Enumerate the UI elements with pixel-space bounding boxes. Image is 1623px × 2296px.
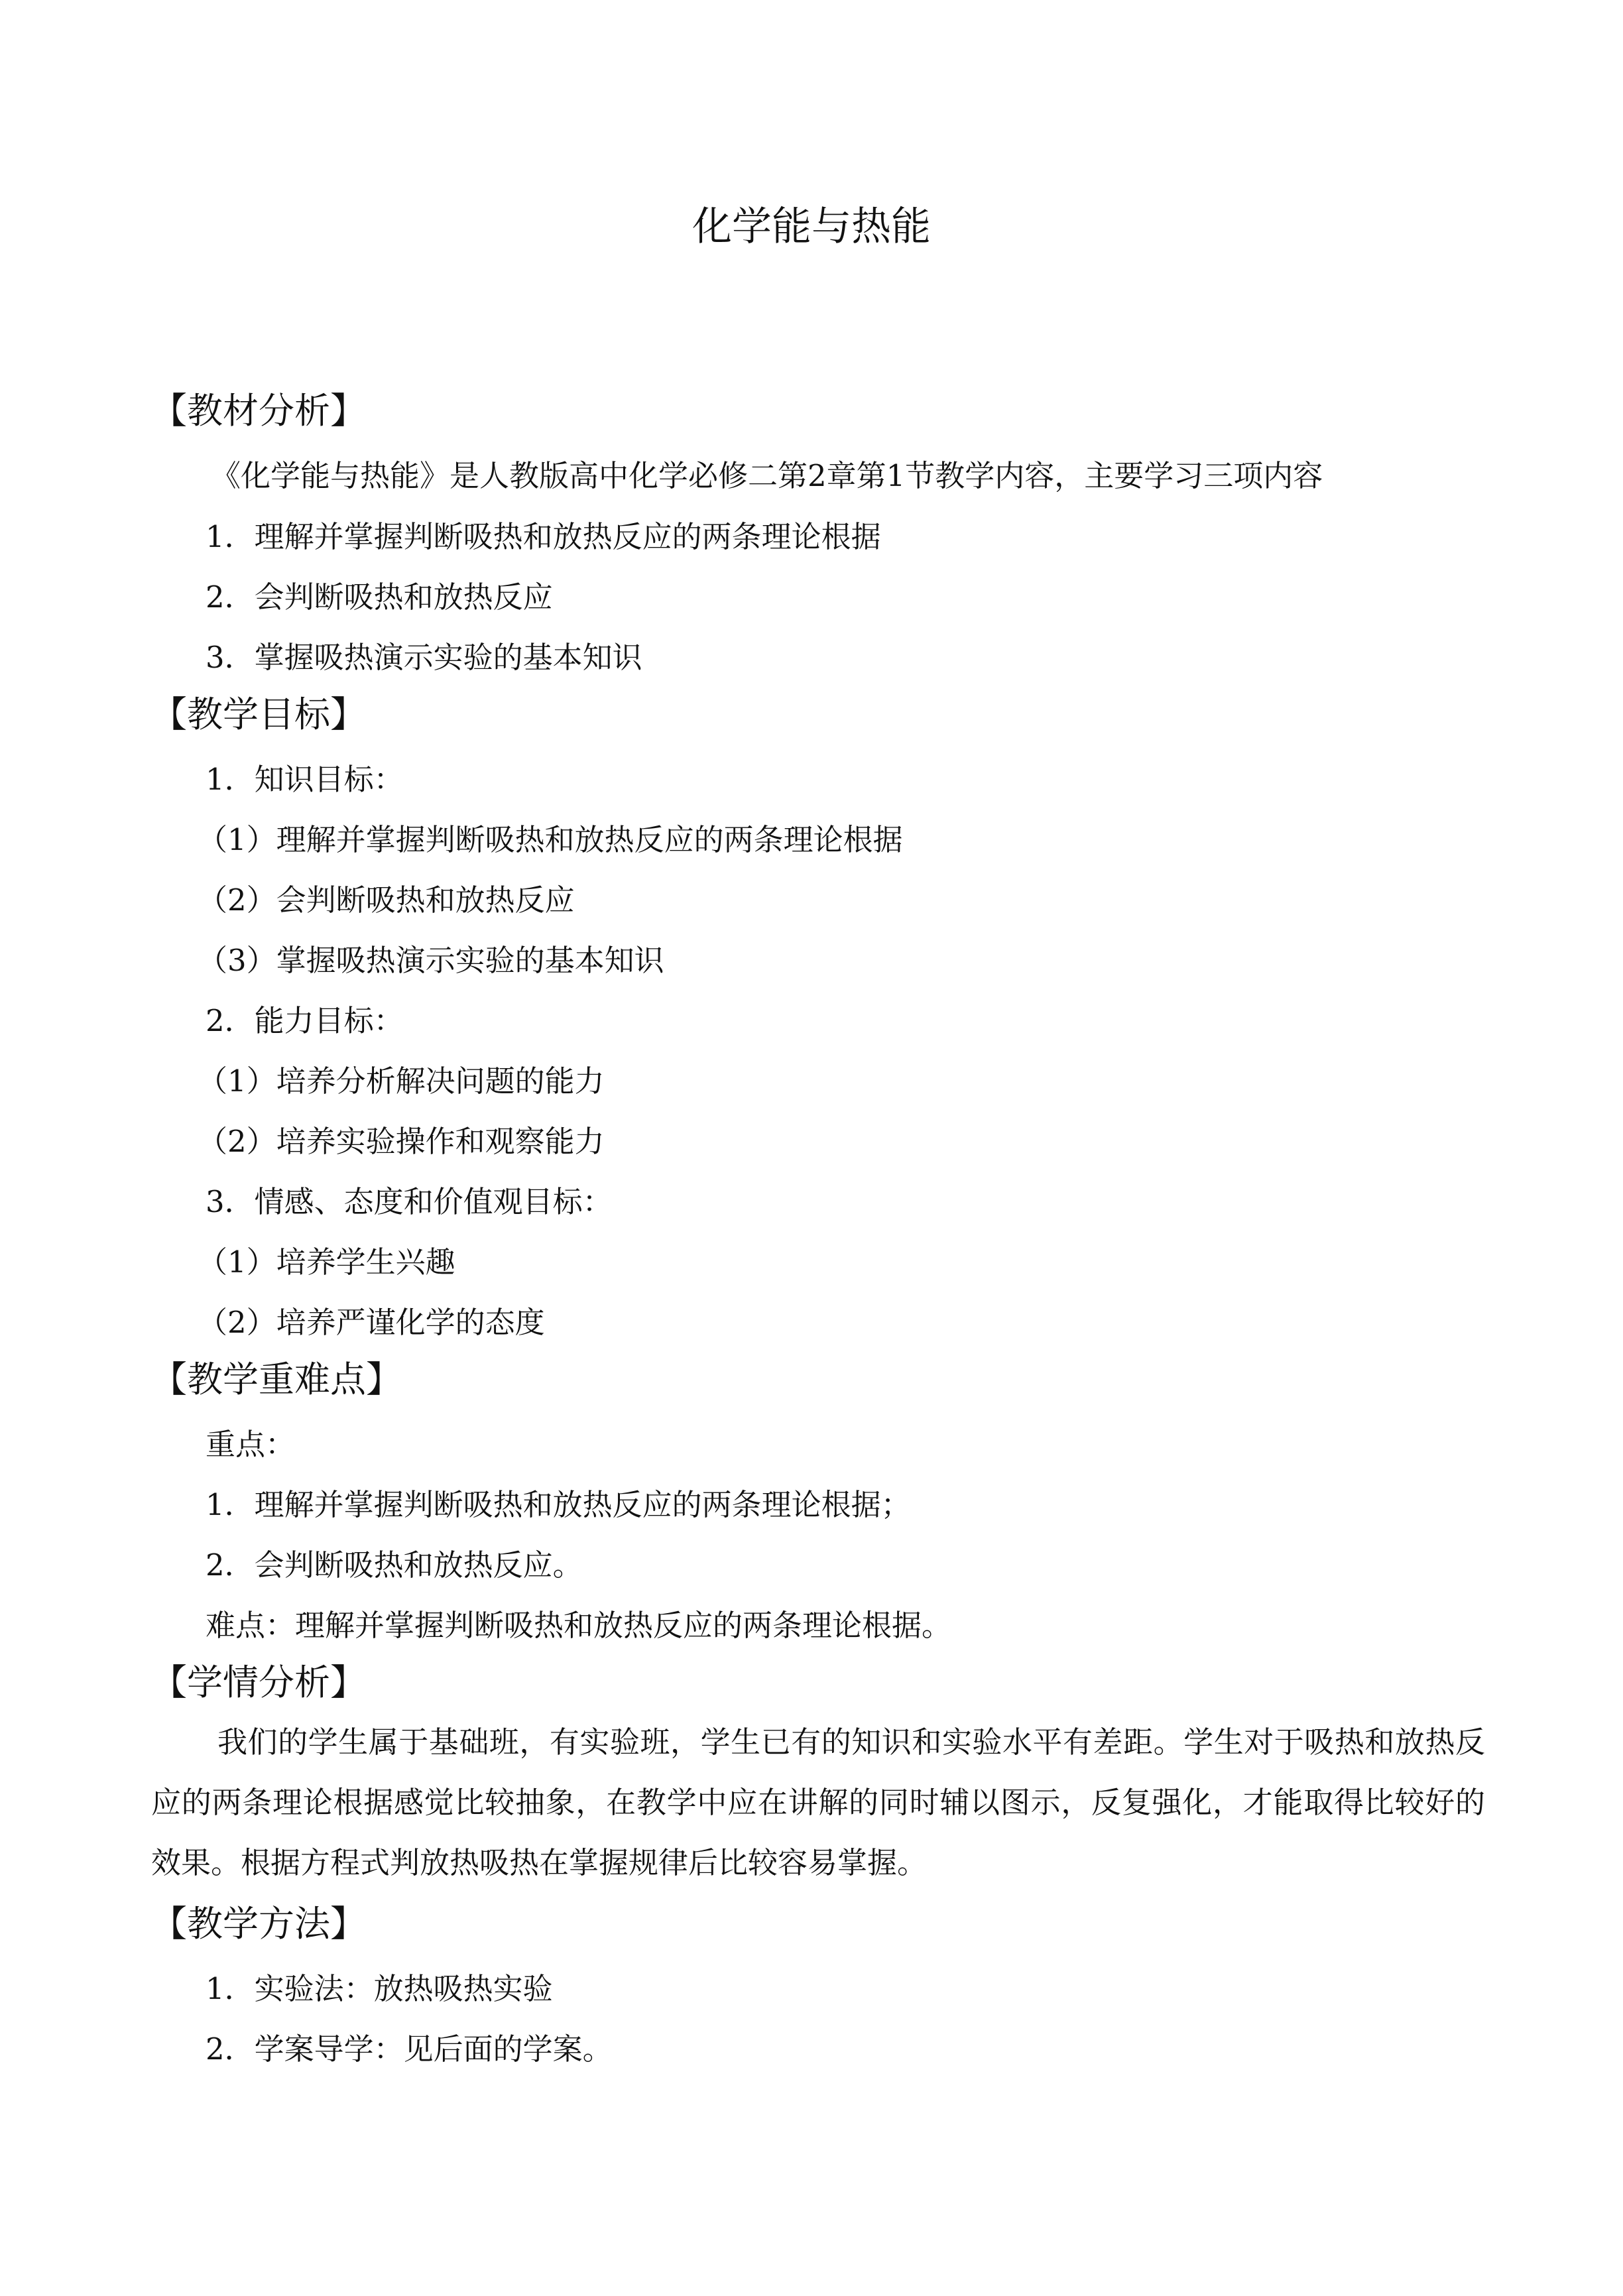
section-heading-keypoints: 【教学重难点】 [151,1359,402,1400]
material-item-3: 3．掌握吸热演示实验的基本知识 [206,640,642,675]
methods-item-2: 2．学案导学：见后面的学案。 [206,2031,613,2067]
goals-emotion-label: 3．情感、态度和价值观目标： [206,1184,613,1219]
keypoints-key-item-2: 2．会判断吸热和放热反应。 [206,1547,583,1583]
keypoints-key-item-1: 1．理解并掌握判断吸热和放热反应的两条理论根据； [206,1487,911,1522]
page-title: 化学能与热能 [692,204,931,250]
keypoints-difficulty: 难点：理解并掌握判断吸热和放热反应的两条理论根据。 [206,1608,952,1643]
goals-knowledge-label: 1．知识目标： [206,762,404,797]
goals-knowledge-item-1: （1）理解并掌握判断吸热和放热反应的两条理论根据 [198,822,903,857]
goals-ability-item-2: （2）培养实验操作和观察能力 [198,1124,605,1159]
section-heading-students: 【学情分析】 [151,1662,366,1703]
section-heading-goals: 【教学目标】 [151,694,366,735]
goals-emotion-item-2: （2）培养严谨化学的态度 [198,1305,545,1340]
section-heading-material: 【教材分析】 [151,390,366,432]
material-item-2: 2．会判断吸热和放热反应 [206,579,553,615]
material-intro: 《化学能与热能》是人教版高中化学必修二第2章第1节教学内容，主要学习三项内容 [211,458,1323,493]
students-paragraph: 我们的学生属于基础班，有实验班，学生已有的知识和实验水平有差距。学生对于吸热和放热反应的两条理论根据感觉比较抽象，在教学中应在讲解的同时辅以图示，反复强化，才能取得比较好的效果。根据方程式判放热吸热在掌握规律后比较容易掌握。 [151,1724,1485,1880]
goals-emotion-item-1: （1）培养学生兴趣 [198,1244,455,1280]
keypoints-key-label: 重点： [206,1427,296,1462]
material-item-1: 1．理解并掌握判断吸热和放热反应的两条理论根据 [206,519,881,554]
section-heading-methods: 【教学方法】 [151,1903,366,1945]
goals-knowledge-item-2: （2）会判断吸热和放热反应 [198,882,575,918]
goals-ability-label: 2．能力目标： [206,1003,404,1038]
methods-item-1: 1．实验法：放热吸热实验 [206,1971,553,2006]
goals-knowledge-item-3: （3）掌握吸热演示实验的基本知识 [198,943,664,978]
goals-ability-item-1: （1）培养分析解决问题的能力 [198,1063,605,1099]
